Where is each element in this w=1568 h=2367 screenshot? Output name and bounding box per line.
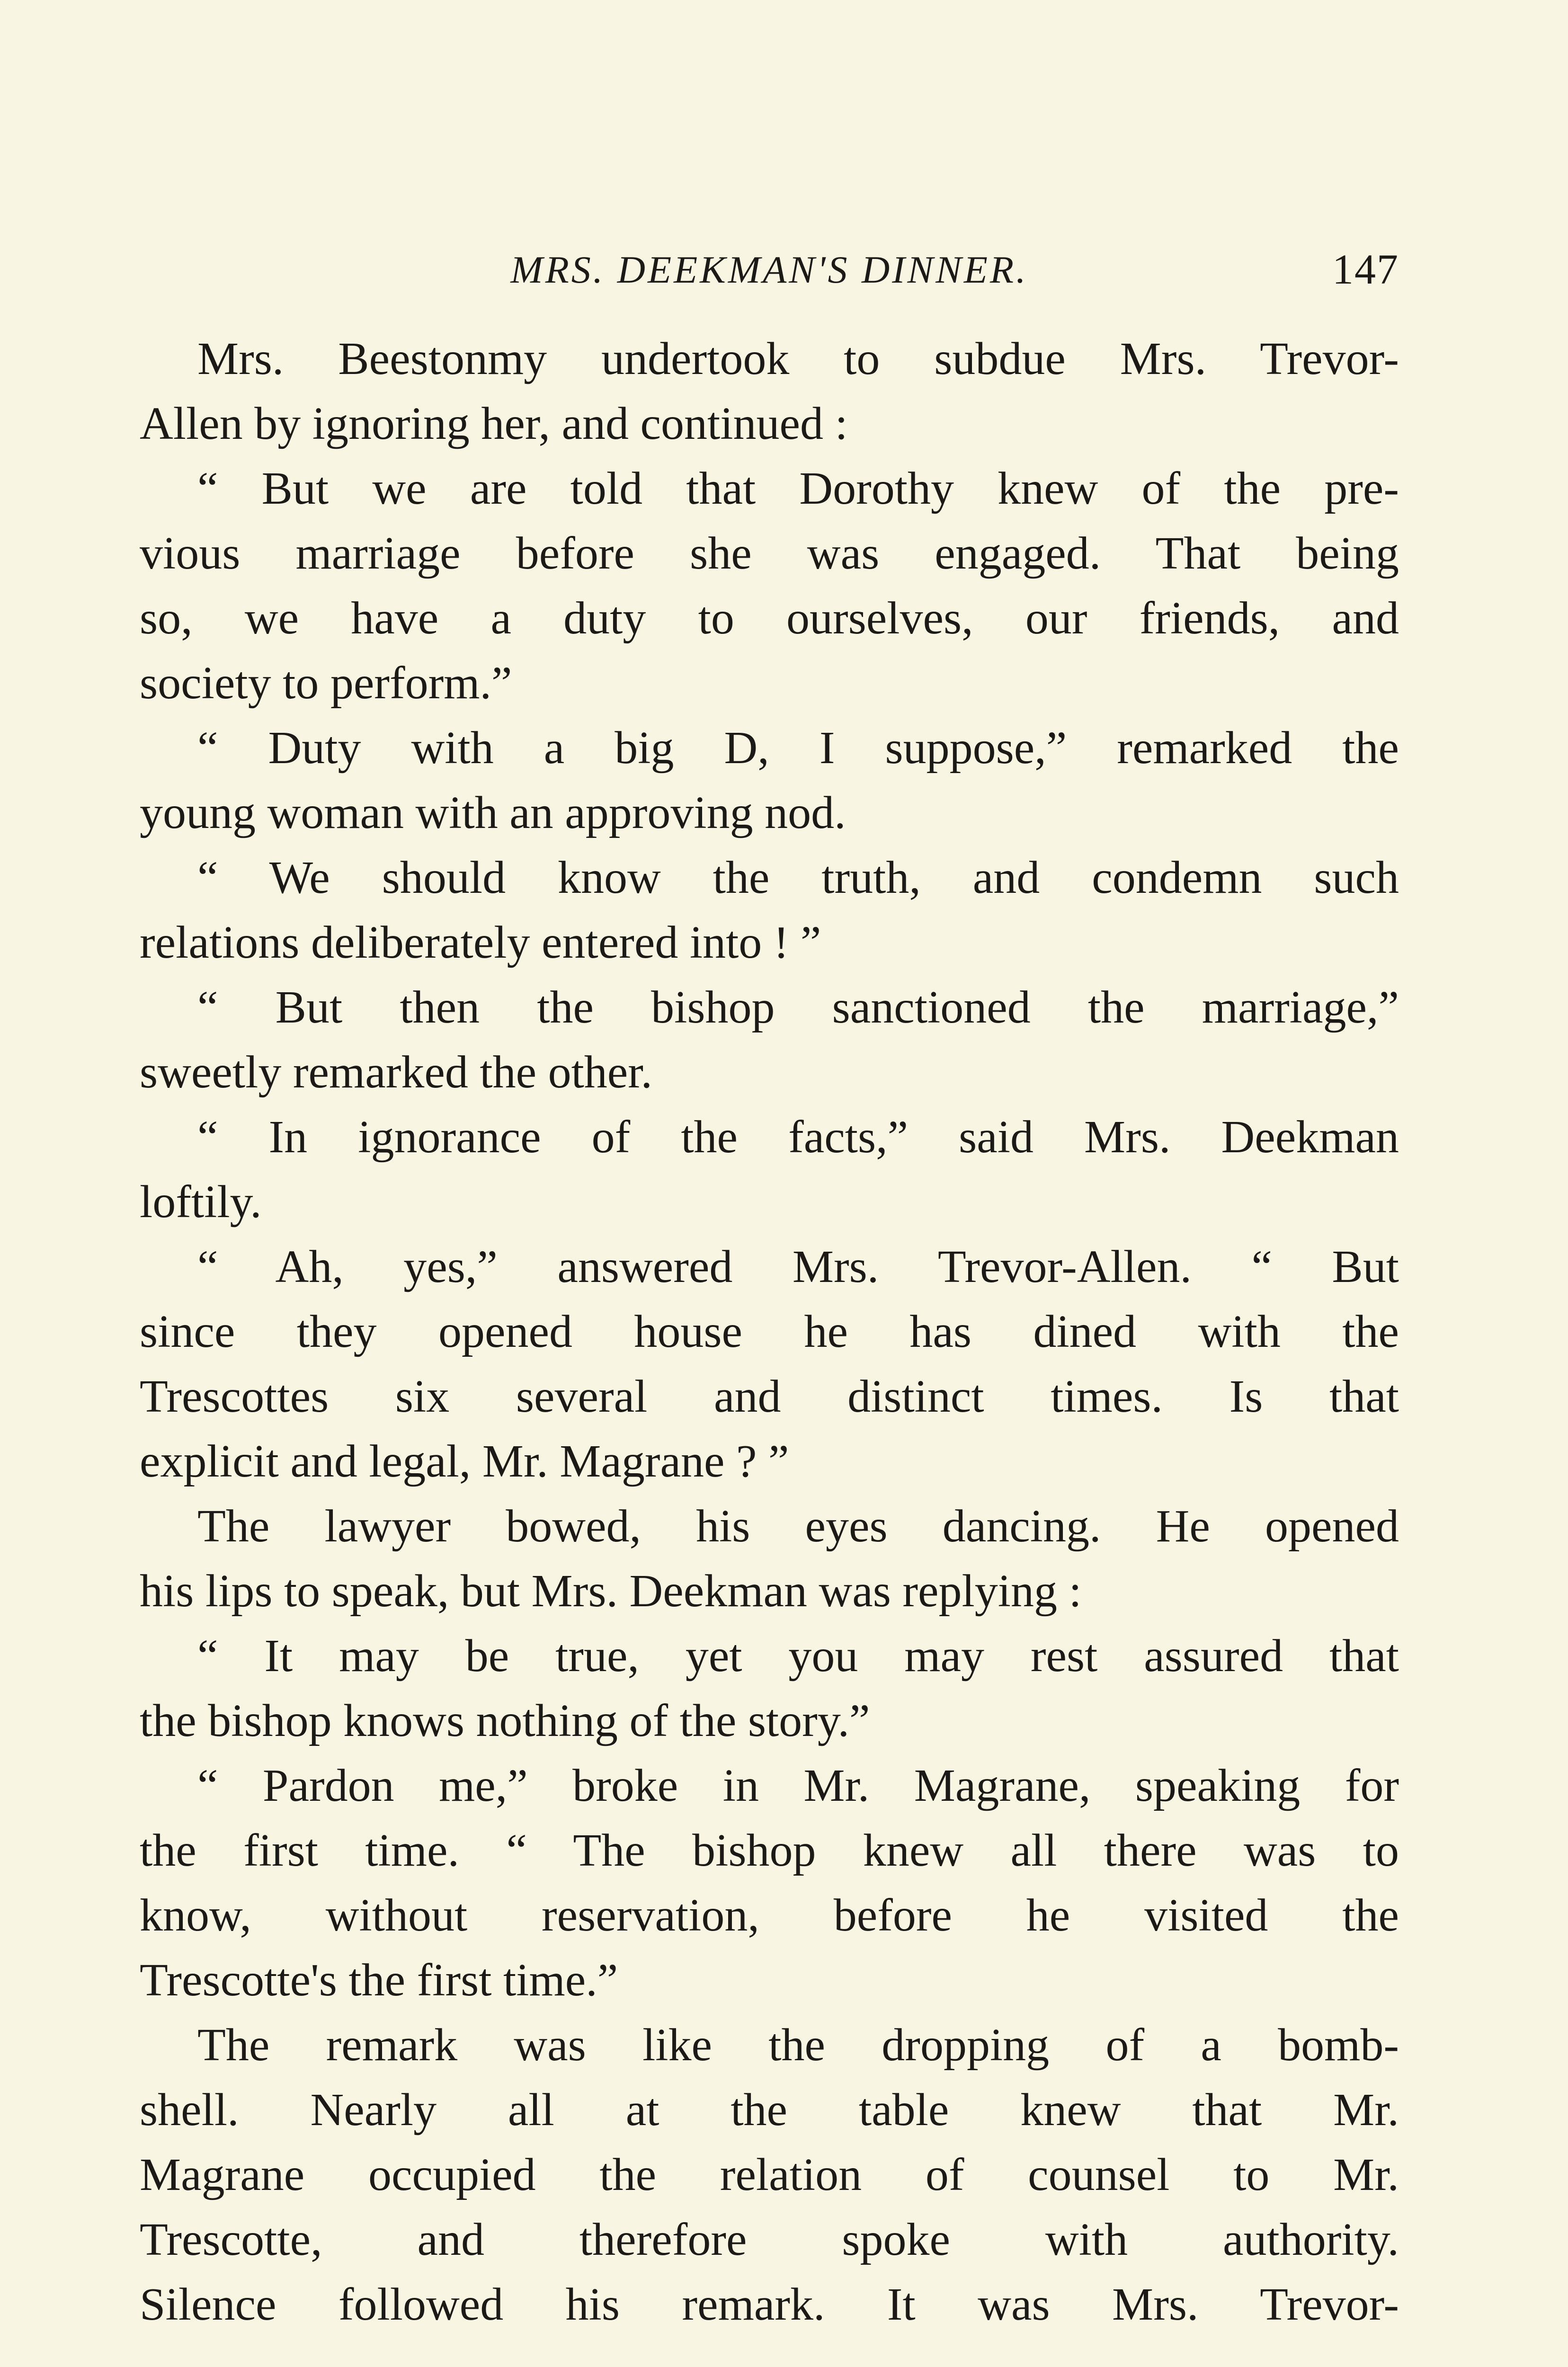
running-head (140, 237, 1399, 303)
text-line: sweetly remarked the other. (140, 1047, 653, 1098)
text-line: relations deliberately entered into ! ” (140, 917, 821, 968)
text-line: Trescottes six several and distinct times. Is that (140, 1371, 1399, 1422)
text-line: Trescotte's the first time.” (140, 1955, 618, 2006)
text-line: Trescotte, and therefore spoke with authority. (140, 2214, 1399, 2265)
text-line: “ But we are told that Dorothy knew of the pre- (197, 463, 1399, 514)
text-line: The remark was like the dropping of a bomb- (197, 2020, 1399, 2071)
text-line: the bishop knows nothing of the story.” (140, 1695, 870, 1746)
text-line: “ Ah, yes,” answered Mrs. Trevor-Allen. “ But (197, 1241, 1399, 1292)
text-line: young woman with an approving nod. (140, 787, 846, 838)
text-line: shell. Nearly all at the table knew that Mr. (140, 2084, 1399, 2136)
text-line: vious marriage before she was engaged. That being (140, 528, 1399, 579)
text-line: The lawyer bowed, his eyes dancing. He opened (197, 1501, 1399, 1552)
text-line: “ Pardon me,” broke in Mr. Magrane, speaking for (197, 1760, 1399, 1811)
body-text (140, 327, 1399, 2337)
text-line: “ But then the bishop sanctioned the marriage,” (197, 982, 1399, 1033)
text-line: “ In ignorance of the facts,” said Mrs. Deekman (197, 1112, 1399, 1163)
running-title: MRS. DEEKMAN'S DINNER. (510, 248, 1028, 291)
text-line: Mrs. Beestonmy undertook to subdue Mrs. Trevor- (197, 333, 1399, 384)
text-line: loftily. (140, 1176, 262, 1228)
text-line: Silence followed his remark. It was Mrs. Trevor- (140, 2279, 1399, 2330)
text-line: society to perform.” (140, 658, 512, 709)
text-line: explicit and legal, Mr. Magrane ? ” (140, 1436, 789, 1487)
page-number: 147 (1332, 246, 1399, 293)
text-line: Magrane occupied the relation of counsel to Mr. (140, 2149, 1399, 2200)
text-line: “ Duty with a big D, I suppose,” remarked the (197, 722, 1399, 774)
text-line: his lips to speak, but Mrs. Deekman was replying : (140, 1566, 1082, 1617)
text-line: know, without reservation, before he visited the (140, 1890, 1399, 1941)
text-line: so, we have a duty to ourselves, our friends, and (140, 593, 1399, 644)
text-line: “ It may be true, yet you may rest assured that (197, 1630, 1399, 1682)
text-line: the first time. “ The bishop knew all there was to (140, 1825, 1399, 1876)
text-line: “ We should know the truth, and condemn such (197, 852, 1399, 903)
text-line: Allen by ignoring her, and continued : (140, 398, 848, 449)
text-line: since they opened house he has dined with the (140, 1306, 1399, 1357)
